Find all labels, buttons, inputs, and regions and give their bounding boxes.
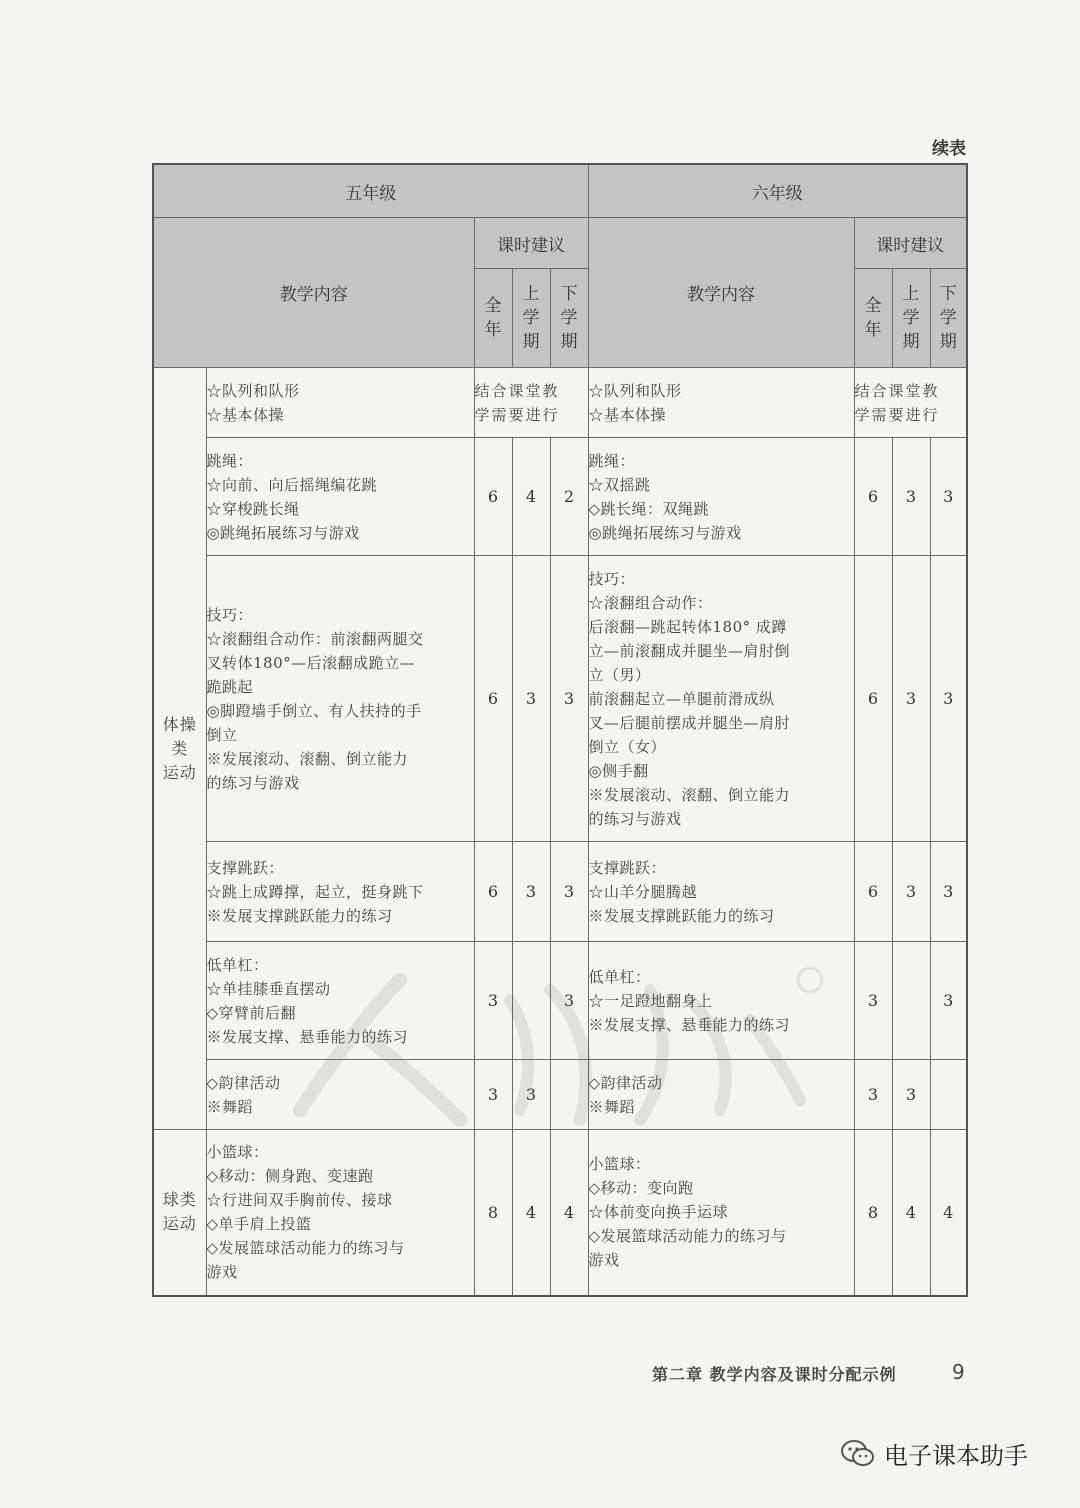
hours-cell: 8 [854, 1130, 892, 1296]
text-line: ※舞蹈 [206, 1097, 254, 1116]
text-line: 跳绳： [588, 451, 636, 470]
text-line: 学 [939, 308, 957, 328]
table-row [153, 1130, 967, 1296]
hours-cell [930, 1060, 967, 1130]
hours-cell: 3 [892, 438, 930, 556]
text-line: ※发展滚动、滚翻、倒立能力 [588, 785, 791, 804]
text-line: ☆队列和队形 [588, 381, 682, 400]
hours-cell: 3 [930, 556, 967, 842]
text-line: ☆滚翻组合动作：前滚翻两腿交 [206, 629, 424, 648]
text-line: ※舞蹈 [588, 1097, 636, 1116]
merged-note [474, 368, 588, 438]
content-cell [588, 438, 854, 556]
text-line: 学 [560, 308, 578, 328]
content-cell [588, 1060, 854, 1130]
text-line: ☆跳上成蹲撑，起立，挺身跳下 [206, 882, 424, 901]
content-header-g6: 教学内容 [588, 218, 854, 368]
text-line: ☆向前、向后摇绳编花跳 [206, 475, 378, 494]
text-line: 体操 [162, 714, 197, 734]
continued-label: 续表 [932, 139, 966, 159]
grade6-header: 六年级 [588, 164, 967, 218]
brand-label: 电子课本助手 [884, 1442, 1028, 1470]
text-line: ◇穿臂前后翻 [206, 1003, 297, 1022]
text-line: 年 [864, 320, 882, 340]
col-year-g5 [474, 269, 512, 368]
text-line: 类 [171, 738, 189, 758]
hours-cell: 3 [512, 842, 550, 942]
text-line: 上 [902, 284, 920, 304]
col-first-term-g5 [512, 269, 550, 368]
content-cell [206, 842, 474, 942]
text-line: ◇韵律活动 [206, 1073, 281, 1092]
text-line: 学 [902, 308, 920, 328]
text-line: 期 [939, 332, 957, 352]
brand-watermark [840, 1436, 1028, 1471]
content-cell [588, 1130, 854, 1296]
text-line: 技巧： [588, 569, 636, 588]
text-line: 前滚翻起立—单腿前滑成纵 [588, 689, 775, 708]
text-line: 游戏 [588, 1251, 620, 1270]
text-line: 支撑跳跃： [588, 858, 667, 877]
content-cell [588, 942, 854, 1060]
text-line: 期 [902, 332, 920, 352]
content-cell [206, 556, 474, 842]
hours-cell: 2 [550, 438, 588, 556]
text-line: ◎跳绳拓展练习与游戏 [206, 523, 360, 542]
content-cell [588, 368, 854, 438]
text-line: 低单杠： [206, 955, 269, 974]
text-line: ◇发展篮球活动能力的练习与 [588, 1227, 787, 1246]
hours-cell: 6 [854, 556, 892, 842]
text-line: 后滚翻—跳起转体180° 成蹲 [588, 617, 787, 636]
table-row [153, 1060, 967, 1130]
hours-cell [512, 942, 550, 1060]
hours-cell: 3 [854, 942, 892, 1060]
grade5-header: 五年级 [153, 164, 588, 218]
hours-cell: 6 [474, 556, 512, 842]
text-line: ◎跳绳拓展练习与游戏 [588, 523, 742, 542]
text-line: 运动 [162, 1214, 197, 1234]
hours-cell [550, 1060, 588, 1130]
text-line: 技巧： [206, 605, 254, 624]
hours-header-g6: 课时建议 [854, 218, 967, 269]
text-line: ◎脚蹬墙手倒立、有人扶持的手 [206, 701, 422, 720]
text-line: ◇单手肩上投篮 [206, 1215, 312, 1234]
hours-cell: 4 [512, 1130, 550, 1296]
hours-cell: 3 [550, 556, 588, 842]
text-line: 小篮球： [206, 1143, 269, 1162]
text-line: 球类 [162, 1190, 197, 1210]
table-row [153, 368, 967, 438]
hours-cell: 3 [550, 842, 588, 942]
text-line: 叉—后腿前摆成并腿坐—肩肘 [588, 713, 791, 732]
col-year-g6 [854, 269, 892, 368]
curriculum-table [152, 163, 968, 1297]
hours-cell: 6 [854, 438, 892, 556]
text-line: 跳绳： [206, 451, 254, 470]
text-line: ◎侧手翻 [588, 761, 649, 780]
col-second-term-g5 [550, 269, 588, 368]
text-line: 全 [864, 296, 882, 316]
text-line: ☆山羊分腿腾越 [588, 882, 698, 901]
hours-cell: 3 [892, 842, 930, 942]
text-line: ※发展支撑跳跃能力的练习 [206, 906, 393, 925]
text-line: ※发展支撑跳跃能力的练习 [588, 906, 775, 925]
wechat-icon [840, 1439, 876, 1469]
text-line: 结合课堂教 [854, 381, 940, 400]
merged-note [854, 368, 967, 438]
text-line: ◇移动：变向跑 [588, 1179, 694, 1198]
text-line: ※发展滚动、滚翻、倒立能力 [206, 749, 409, 768]
text-line: ◇发展篮球活动能力的练习与 [206, 1239, 405, 1258]
content-cell [206, 942, 474, 1060]
text-line: ☆队列和队形 [206, 381, 300, 400]
hours-cell: 6 [854, 842, 892, 942]
col-first-term-g6 [892, 269, 930, 368]
text-line: ☆单挂膝垂直摆动 [206, 979, 331, 998]
text-line: 小篮球： [588, 1155, 651, 1174]
hours-cell: 3 [892, 1060, 930, 1130]
hours-cell: 8 [474, 1130, 512, 1296]
hours-cell: 4 [550, 1130, 588, 1296]
hours-header-g5: 课时建议 [474, 218, 588, 269]
category-gymnastics [153, 368, 206, 1130]
text-line: ◇韵律活动 [588, 1073, 663, 1092]
hours-cell: 3 [512, 1060, 550, 1130]
hours-cell [892, 942, 930, 1060]
text-line: ☆基本体操 [206, 405, 285, 424]
text-line: 上 [522, 284, 540, 304]
hours-cell: 3 [474, 1060, 512, 1130]
content-cell [206, 1060, 474, 1130]
text-line: ☆行进间双手胸前传、接球 [206, 1191, 393, 1210]
text-line: 下 [560, 284, 578, 304]
text-line: 期 [560, 332, 578, 352]
text-line: ◇移动：侧身跑、变速跑 [206, 1167, 374, 1186]
content-header-g5: 教学内容 [153, 218, 474, 368]
text-line: 学 [522, 308, 540, 328]
text-line: ☆穿梭跳长绳 [206, 499, 300, 518]
text-line: 期 [522, 332, 540, 352]
content-cell [588, 842, 854, 942]
hours-cell: 3 [550, 942, 588, 1060]
text-line: 倒立（女） [588, 737, 667, 756]
text-line: 结合课堂教 [474, 381, 560, 400]
text-line: ※发展支撑、悬垂能力的练习 [588, 1015, 791, 1034]
text-line: ☆一足蹬地翻身上 [588, 991, 713, 1010]
table-row [153, 842, 967, 942]
chapter-footer: 第二章 教学内容及课时分配示例 [652, 1365, 897, 1384]
hours-cell: 3 [892, 556, 930, 842]
text-line: ◇跳长绳：双绳跳 [588, 499, 710, 518]
text-line: 倒立 [206, 725, 238, 744]
table-row [153, 942, 967, 1060]
hours-cell: 4 [930, 1130, 967, 1296]
content-cell [206, 368, 474, 438]
text-line: 跪跳起 [206, 677, 254, 696]
text-line: ☆双摇跳 [588, 475, 651, 494]
text-line: 的练习与游戏 [206, 773, 300, 792]
hours-cell: 3 [930, 438, 967, 556]
text-line: 低单杠： [588, 967, 651, 986]
content-cell [206, 438, 474, 556]
content-cell [206, 1130, 474, 1296]
hours-cell: 3 [474, 942, 512, 1060]
text-line: ※发展支撑、悬垂能力的练习 [206, 1027, 409, 1046]
text-line: 立—前滚翻成并腿坐—肩肘倒 [588, 641, 791, 660]
text-line: 下 [939, 284, 957, 304]
text-line: 运动 [162, 762, 197, 782]
hours-cell: 3 [512, 556, 550, 842]
text-line: 支撑跳跃： [206, 858, 285, 877]
text-line: 立（男） [588, 665, 651, 684]
category-ball [153, 1130, 206, 1296]
hours-cell: 3 [930, 842, 967, 942]
content-cell [588, 556, 854, 842]
text-line: 学需要进行 [854, 405, 940, 424]
text-line: ☆滚翻组合动作： [588, 593, 713, 612]
hours-cell: 6 [474, 438, 512, 556]
hours-cell: 3 [854, 1060, 892, 1130]
hours-cell: 4 [892, 1130, 930, 1296]
table-row [153, 556, 967, 842]
text-line: ☆基本体操 [588, 405, 667, 424]
text-line: 的练习与游戏 [588, 809, 682, 828]
page-number: 9 [952, 1360, 965, 1384]
text-line: ☆体前变向换手运球 [588, 1203, 729, 1222]
table-row [153, 438, 967, 556]
col-second-term-g6 [930, 269, 967, 368]
text-line: 全 [484, 296, 502, 316]
text-line: 学需要进行 [474, 405, 560, 424]
hours-cell: 6 [474, 842, 512, 942]
text-line: 叉转体180°—后滚翻成跪立— [206, 653, 416, 672]
hours-cell: 3 [930, 942, 967, 1060]
text-line: 游戏 [206, 1263, 238, 1282]
hours-cell: 4 [512, 438, 550, 556]
text-line: 年 [484, 320, 502, 340]
